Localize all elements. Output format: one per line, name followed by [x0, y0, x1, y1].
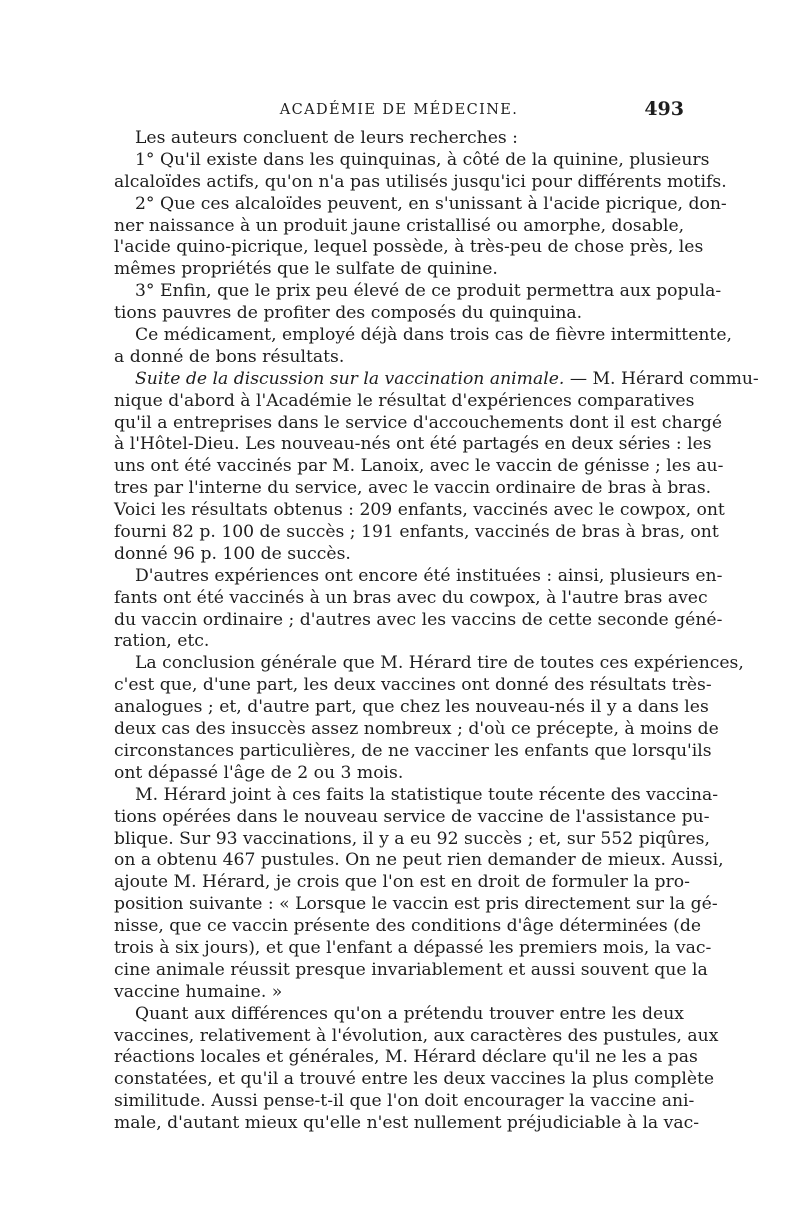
section-heading-line — [114, 368, 759, 391]
text-line: Quant aux différences qu'on a prétendu trouver entre les deux — [135, 1003, 684, 1024]
text-line: La conclusion générale que M. Hérard tire de toutes ces expériences, — [135, 653, 744, 674]
text-line: uns ont été vaccinés par M. Lanoix, avec le vaccin de génisse ; les au- — [114, 456, 724, 477]
text-line: Voici les résultats obtenus : 209 enfants, vaccinés avec le cowpox, ont — [114, 500, 725, 521]
text-line: analogues ; et, d'autre part, que chez les nouveau-nés il y a dans les — [114, 697, 709, 718]
text-line: mêmes propriétés que le sulfate de quinine. — [114, 259, 498, 280]
text-line: cine animale réussit presque invariablement et aussi souvent que la — [114, 959, 708, 980]
page-number: 493 — [644, 98, 684, 120]
text-line: Les auteurs concluent de leurs recherches : — [135, 128, 518, 148]
text-line-continuation: — M. Hérard commu- — [569, 368, 759, 389]
running-title: ACADÉMIE DE MÉDECINE. — [279, 102, 519, 118]
text-line: blique. Sur 93 vaccinations, il y a eu 92 succès ; et, sur 552 piqûres, — [114, 828, 710, 849]
text-line: tres par l'interne du service, avec le vaccin ordinaire de bras à bras. — [114, 478, 712, 499]
text-line: similitude. Aussi pense-t-il que l'on doit encourager la vaccine ani- — [114, 1091, 695, 1112]
text-line: on a obtenu 467 pustules. On ne peut rien demander de mieux. Aussi, — [114, 850, 724, 871]
page-header — [114, 98, 684, 124]
text-line: ration, etc. — [114, 631, 210, 652]
text-line: male, d'autant mieux qu'elle n'est nullement préjudiciable à la vac- — [114, 1113, 700, 1134]
text-line: tions opérées dans le nouveau service de vaccine de l'assistance pu- — [114, 806, 710, 827]
text-line: ont dépassé l'âge de 2 ou 3 mois. — [114, 762, 404, 783]
text-line: a donné de bons résultats. — [114, 346, 345, 367]
text-line: position suivante : « Lorsque le vaccin est pris directement sur la gé- — [114, 894, 718, 915]
text-line: vaccines, relativement à l'évolution, aux caractères des pustules, aux — [114, 1025, 719, 1046]
italic-heading: Suite de la discussion sur la vaccination animale. — [135, 368, 565, 389]
text-line: 2° Que ces alcaloïdes peuvent, en s'unissant à l'acide picrique, don- — [135, 193, 727, 214]
text-line: deux cas des insuccès assez nombreux ; d'où ce précepte, à moins de — [114, 719, 719, 740]
text-line: fants ont été vaccinés à un bras avec du cowpox, à l'autre bras avec — [114, 587, 708, 608]
text-line: vaccine humaine. » — [114, 981, 283, 1002]
text-line: tions pauvres de profiter des composés du quinquina. — [114, 303, 583, 324]
text-line: qu'il a entreprises dans le service d'accouchements dont il est chargé — [114, 412, 723, 433]
text-line: Ce médicament, employé déjà dans trois cas de fièvre intermittente, — [135, 325, 732, 346]
text-line: 3° Enfin, que le prix peu élevé de ce produit permettra aux popula- — [135, 281, 722, 302]
text-line: nique d'abord à l'Académie le résultat d'expériences comparatives — [114, 390, 695, 411]
text-line: ner naissance à un produit jaune cristallisé ou amorphe, dosable, — [114, 215, 685, 236]
text-line: D'autres expériences ont encore été instituées : ainsi, plusieurs en- — [135, 565, 723, 586]
text-line: l'acide quino-picrique, lequel possède, à très-peu de chose près, les — [114, 237, 704, 258]
text-line: du vaccin ordinaire ; d'autres avec les vaccins de cette seconde géné- — [114, 609, 723, 630]
text-line: donné 96 p. 100 de succès. — [114, 543, 351, 564]
text-line: c'est que, d'une part, les deux vaccines ont donné des résultats très- — [114, 675, 712, 696]
text-line: trois à six jours), et que l'enfant a dépassé les premiers mois, la vac- — [114, 937, 712, 958]
text-line: constatées, et qu'il a trouvé entre les deux vaccines la plus complète — [114, 1069, 715, 1090]
text-line: circonstances particulières, de ne vacciner les enfants que lorsqu'ils — [114, 740, 712, 761]
body-text — [114, 128, 759, 1135]
text-line: ajoute M. Hérard, je crois que l'on est en droit de formuler la pro- — [114, 872, 690, 893]
text-line: à l'Hôtel-Dieu. Les nouveau-nés ont été partagés en deux séries : les — [114, 434, 712, 455]
text-line: alcaloïdes actifs, qu'on n'a pas utilisés jusqu'ici pour différents motifs. — [114, 171, 727, 192]
text-line: réactions locales et générales, M. Hérard déclare qu'il ne les a pas — [114, 1047, 698, 1068]
text-line: nisse, que ce vaccin présente des conditions d'âge déterminées (de — [114, 916, 702, 937]
text-line: M. Hérard joint à ces faits la statistique toute récente des vaccina- — [135, 784, 718, 805]
text-line: fourni 82 p. 100 de succès ; 191 enfants, vaccinés de bras à bras, ont — [114, 522, 719, 543]
text-line: 1° Qu'il existe dans les quinquinas, à côté de la quinine, plusieurs — [135, 149, 710, 170]
